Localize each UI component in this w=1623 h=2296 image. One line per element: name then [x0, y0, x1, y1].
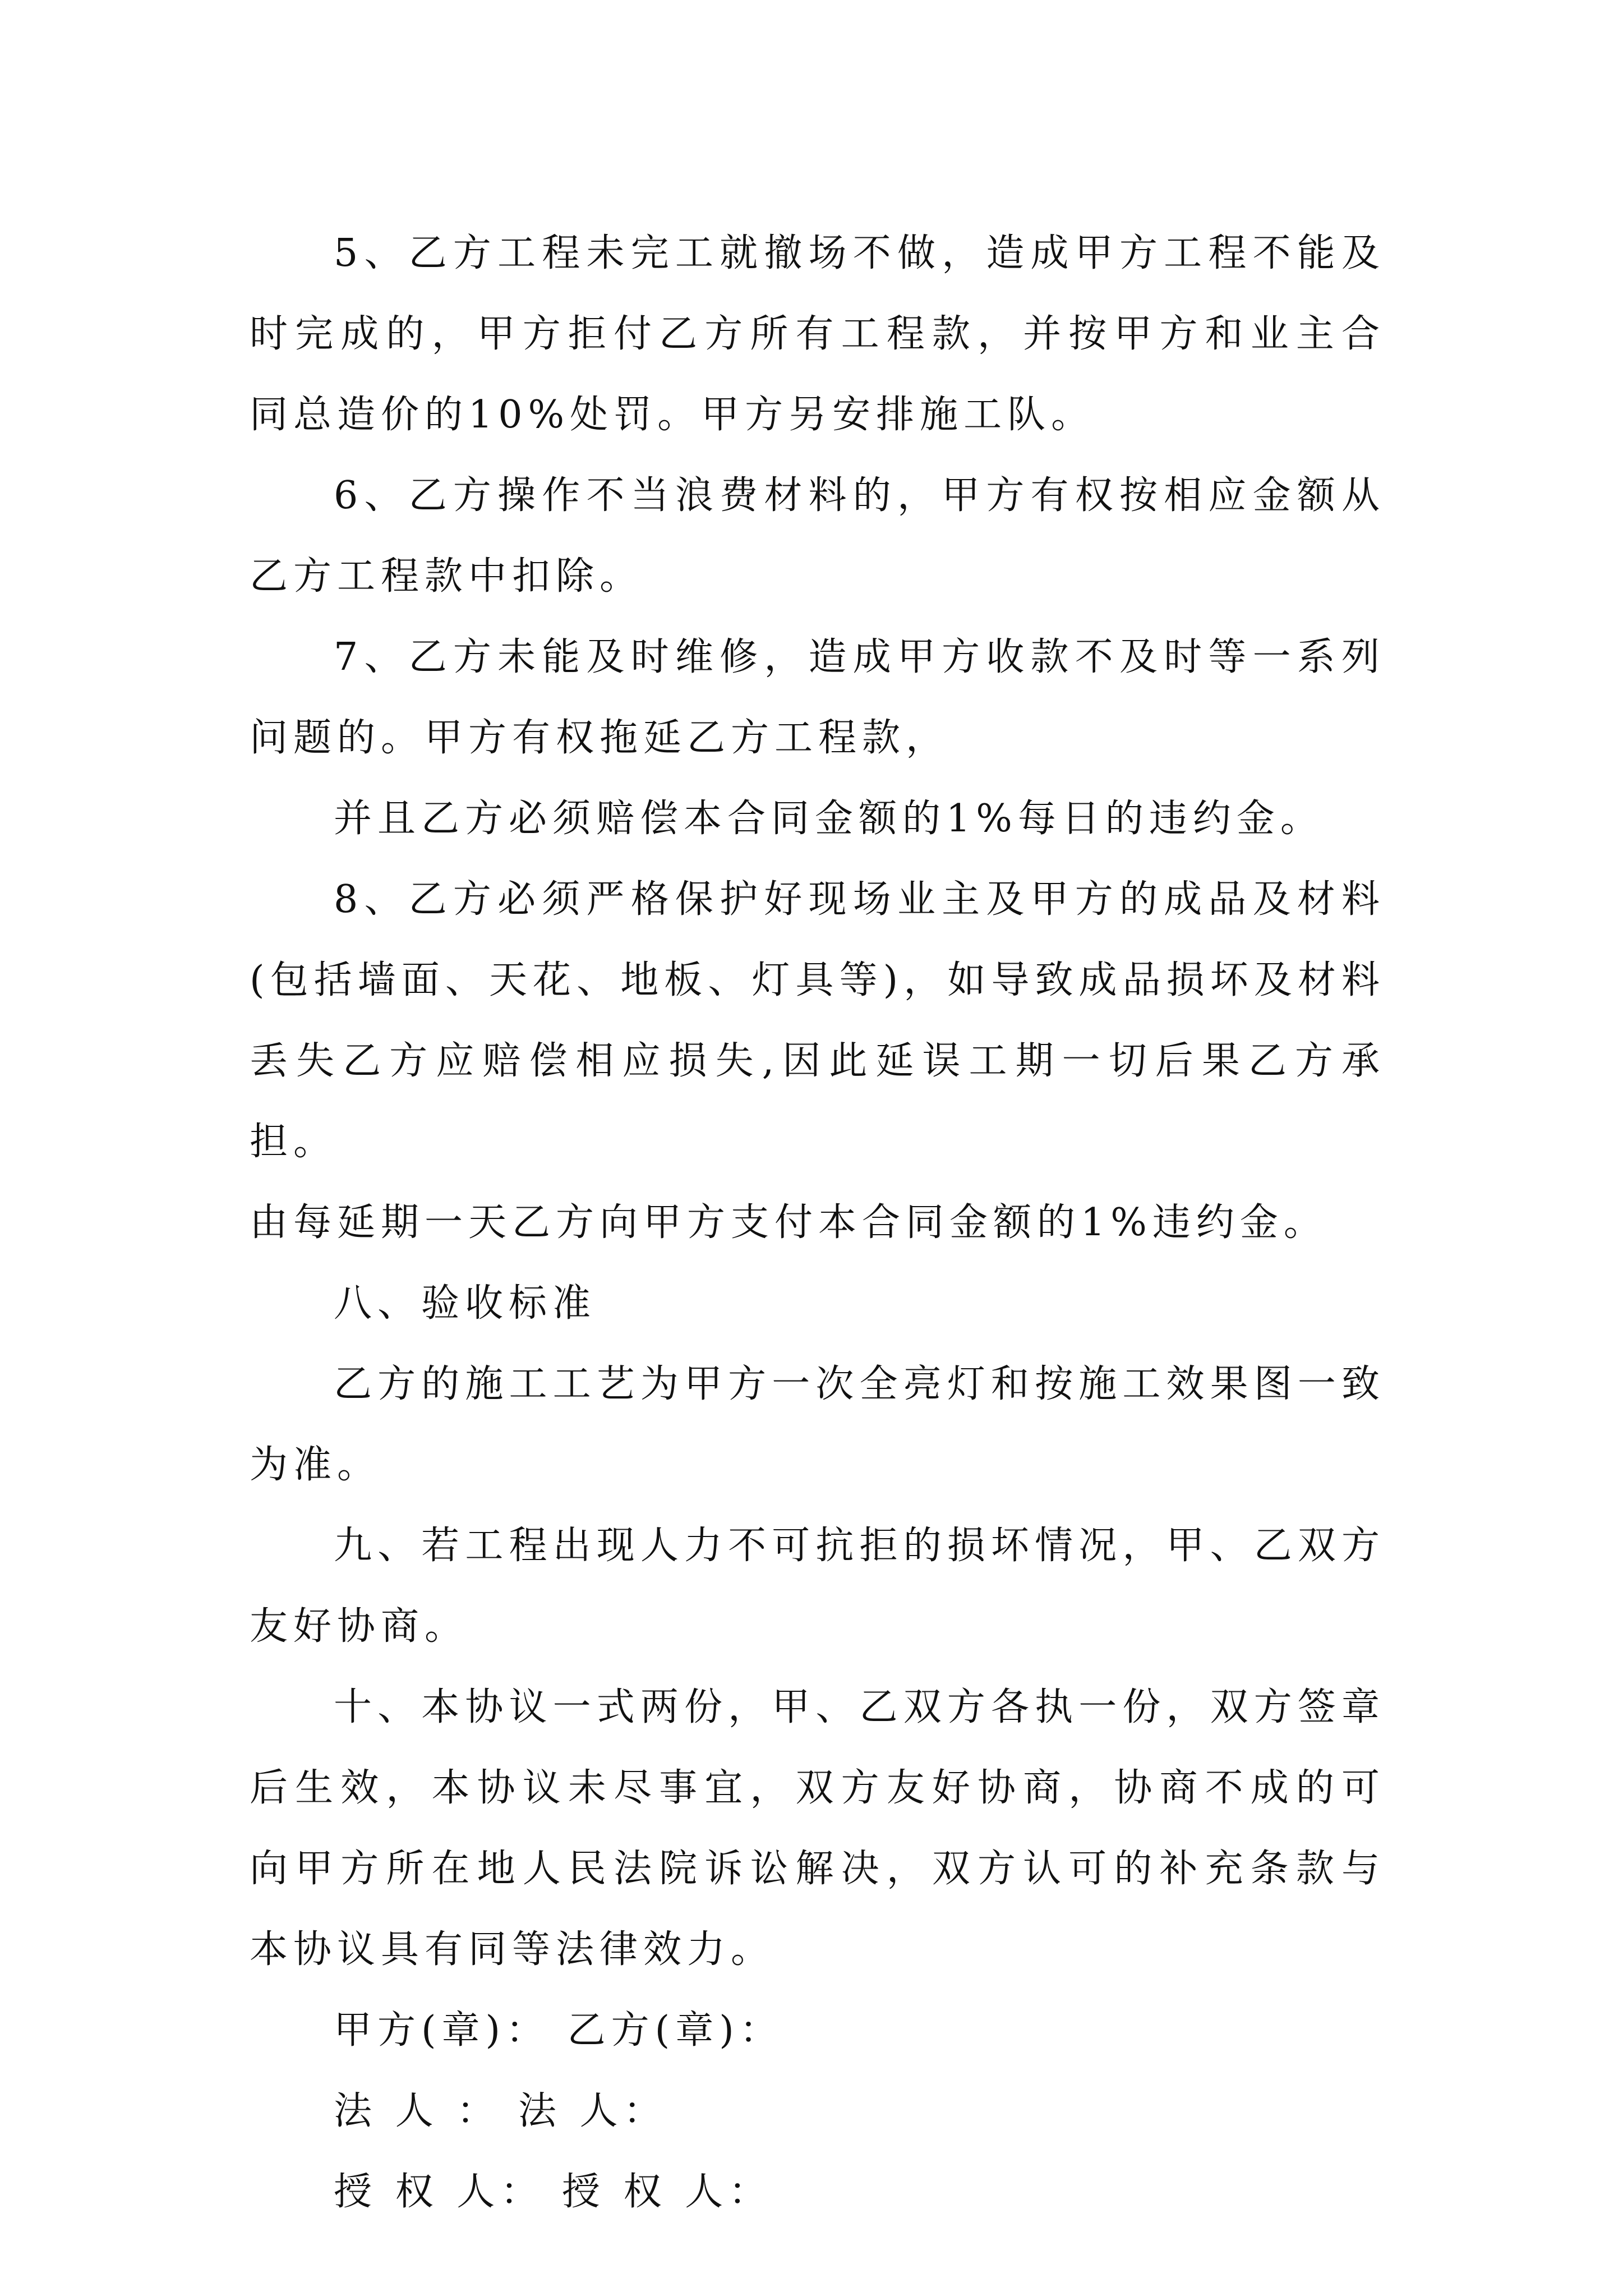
legal-person-line: 法 人 ： 法 人： — [334, 2089, 667, 2133]
seal-line: 甲方(章)： 乙方(章)： — [334, 2008, 783, 2053]
acceptance-standard-text: 乙方的施工工艺为甲方一次全亮灯和按施工效果图一致为准。 — [250, 1362, 1385, 1487]
clause-6: 6、乙方操作不当浪费材料的，甲方有权按相应金额从乙方工程款中扣除。 — [250, 473, 1385, 599]
authorized-person-line: 授 权 人： 授 权 人： — [334, 2170, 773, 2214]
section-9-force-majeure: 九、若工程出现人力不可抗拒的损坏情况，甲、乙双方友好协商。 — [250, 1524, 1385, 1649]
section-8-heading: 八、验收标准 — [334, 1281, 597, 1326]
section-10-agreement-terms: 十、本协议一式两份，甲、乙双方各执一份，双方签章后生效，本协议未尽事宜，双方友好协商，协商不成的可向甲方所在地人民法院诉讼解决，双方认可的补充条款与本协议具有同等法律效力。 — [250, 1685, 1385, 1972]
clause-8-continuation: 由每延期一天乙方向甲方支付本合同金额的1%违约金。 — [250, 1200, 1327, 1245]
clause-7-continuation: 并且乙方必须赔偿本合同金额的1%每日的违约金。 — [334, 797, 1324, 841]
clause-7: 7、乙方未能及时维修，造成甲方收款不及时等一系列问题的。甲方有权拖延乙方工程款， — [250, 635, 1385, 760]
clause-5: 5、乙方工程未完工就撤场不做，造成甲方工程不能及时完成的，甲方拒付乙方所有工程款，并按甲方和业主合同总造价的10%处罚。甲方另安排施工队。 — [250, 231, 1385, 437]
document-body — [250, 213, 1385, 2233]
clause-8: 8、乙方必须严格保护好现场业主及甲方的成品及材料(包括墙面、天花、地板、灯具等)，如导致成品损坏及材料丢失乙方应赔偿相应损失,因此延误工期一切后果乙方承担。 — [250, 877, 1385, 1164]
